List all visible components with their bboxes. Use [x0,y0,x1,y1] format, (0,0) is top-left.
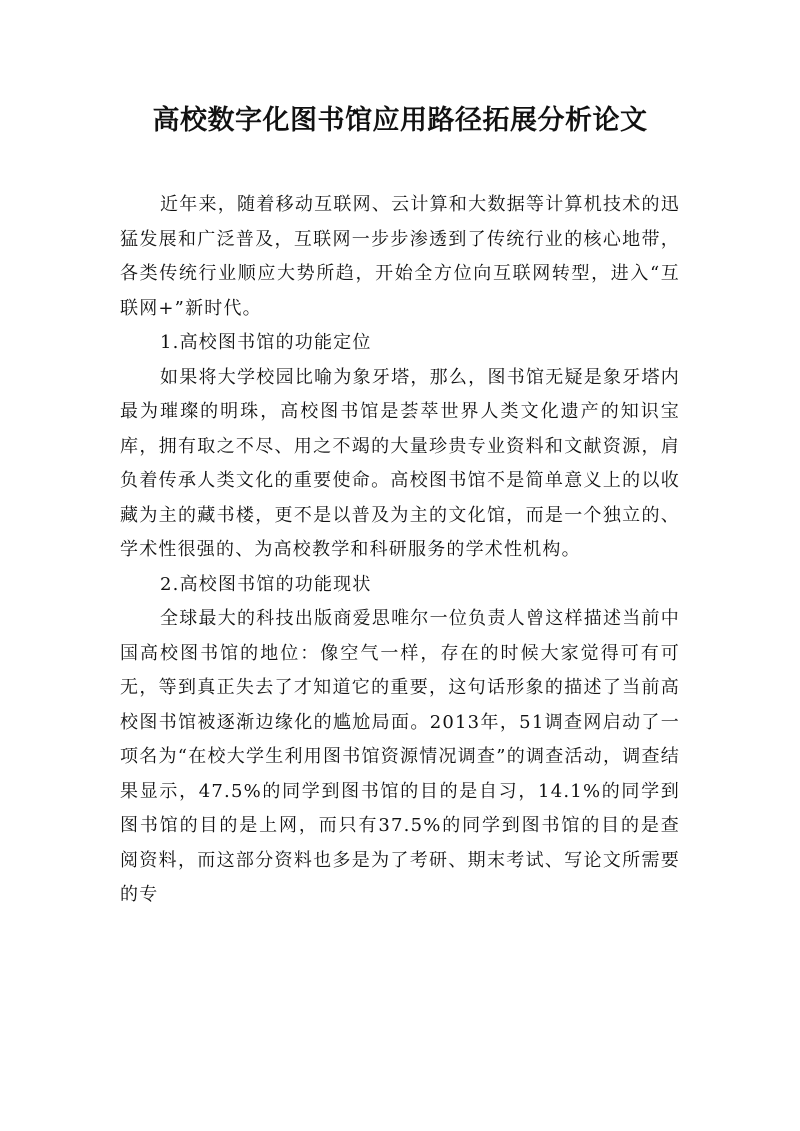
intro-paragraph: 近年来，随着移动互联网、云计算和大数据等计算机技术的迅猛发展和广泛普及，互联网一步步渗透到了传统行业的核心地带，各类传统行业顺应大势所趋，开始全方位向互联网转型，进入“互联网+”新时代。 [120,194,680,319]
section-1-paragraph: 如果将大学校园比喻为象牙塔，那么，图书馆无疑是象牙塔内最为璀璨的明珠，高校图书馆是荟萃世界人类文化遗产的知识宝库，拥有取之不尽、用之不竭的大量珍贵专业资料和文献资源，肩负着传承人类文化的重要使命。高校图书馆不是简单意义上的以收藏为主的藏书楼，更不是以普及为主的文化馆，而是一个独立的、学术性很强的、为高校教学和科研服务的学术性机构。 [120,366,680,560]
document-title: 高校数字化图书馆应用路径拓展分析论文 [152,105,648,136]
section-2-heading: 2.高校图书馆的功能现状 [160,573,372,595]
section-1-heading: 1.高校图书馆的功能定位 [160,332,372,353]
document-body [120,188,680,913]
section-2-paragraph: 全球最大的科技出版商爱思唯尔一位负责人曾这样描述当前中国高校图书馆的地位：像空气一样，存在的时候大家觉得可有可无，等到真正失去了才知道它的重要，这句话形象的描述了当前高校图书馆被逐渐边缘化的尴尬局面。2013年，51调查网启动了一项名为“在校大学生利用图书馆资源情况调查”的调查活动，调查结果显示，47.5%的同学到图书馆的目的是自习，14.1%的同学到图书馆的目的是上网，而只有37.5%的同学到图书馆的目的是查阅资料，而这部分资料也多是为了考研、期末考试、写论文所需要的专 [120,608,680,905]
